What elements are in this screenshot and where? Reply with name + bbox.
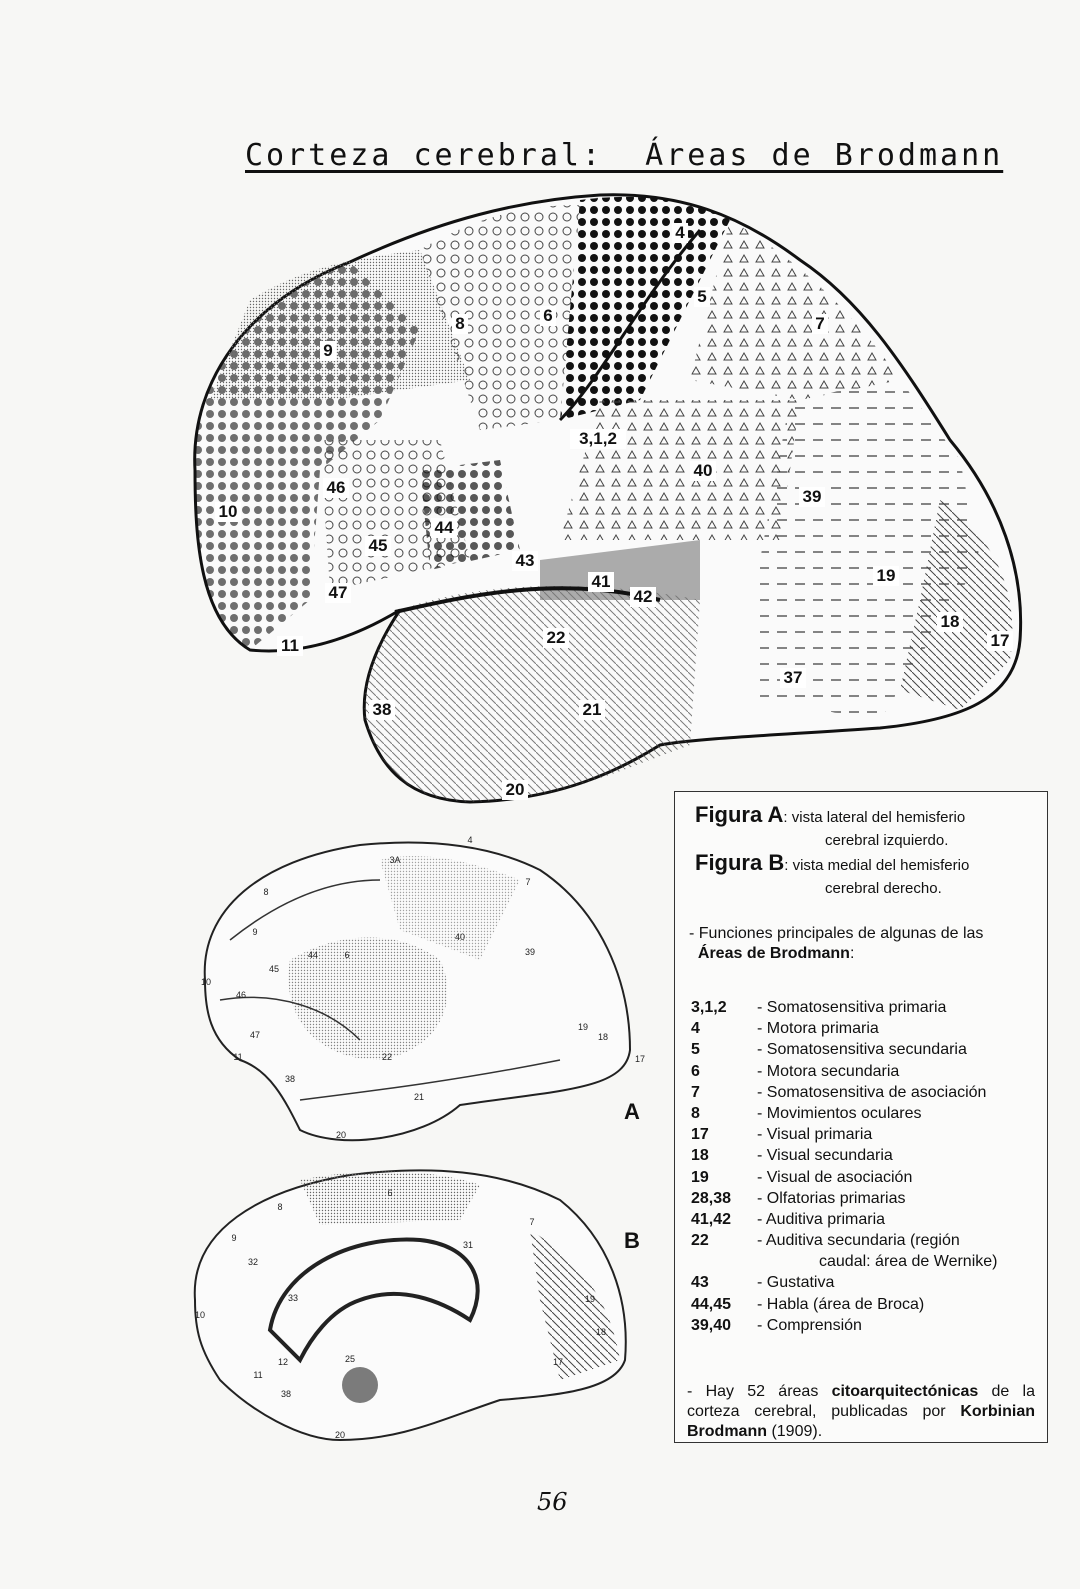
area-number: 17 [691, 1126, 709, 1144]
page-number: 56 [537, 1488, 568, 1516]
legend-box [674, 791, 1048, 1443]
area-row [691, 1230, 1041, 1251]
area-label: 40 [454, 932, 466, 942]
area-row [691, 997, 1041, 1018]
figura-a-caption: Figura A: vista lateral del hemisferio [695, 802, 966, 827]
figure-b-medial-brain [195, 1170, 626, 1440]
area-label: 39 [802, 487, 822, 506]
page-title: Corteza cerebral: Áreas de Brodmann [245, 138, 1004, 173]
area-function: - Auditiva primaria [757, 1210, 886, 1228]
area-22-cont: caudal: área de Wernike) [819, 1253, 998, 1271]
area-label: 38 [280, 1389, 292, 1399]
area-label: 47 [249, 1030, 261, 1040]
area-label: 9 [231, 1233, 237, 1243]
area-function: - Olfatorias primarias [757, 1189, 906, 1207]
area-number: 22 [691, 1232, 709, 1250]
area-label: 11 [233, 1052, 243, 1062]
area-label: 31 [462, 1240, 474, 1250]
figure-a-lateral-brain [195, 195, 1021, 802]
area-label: 37 [783, 668, 803, 687]
area-label: 3A [389, 855, 401, 865]
figure-letter-a: A [624, 1099, 640, 1124]
area-label: 33 [287, 1293, 299, 1303]
area-label: 40 [693, 461, 713, 480]
area-label: 8 [277, 1202, 283, 1212]
figure-letter-b: B [624, 1228, 640, 1253]
area-label: 9 [323, 341, 333, 360]
area-label: 22 [546, 628, 566, 647]
area-function: - Motora secundaria [757, 1062, 900, 1080]
area-row [691, 1061, 1041, 1082]
area-label: 5 [697, 287, 707, 306]
area-label: 25 [344, 1354, 356, 1364]
area-label: 4 [467, 835, 473, 845]
area-number: 4 [691, 1020, 700, 1038]
area-label: 43 [515, 551, 535, 570]
area-label: 44 [434, 518, 454, 537]
area-label: 8 [263, 887, 269, 897]
area-label: 10 [194, 1310, 206, 1320]
area-function: - Somatosensitiva de asociación [757, 1083, 987, 1101]
area-label: 6 [344, 950, 350, 960]
area-label: 11 [253, 1370, 263, 1380]
area-label: 6 [387, 1188, 393, 1198]
area-function: - Visual primaria [757, 1126, 873, 1144]
area-row [691, 1145, 1041, 1166]
area-label: 17 [990, 631, 1010, 650]
area-label: 38 [372, 700, 392, 719]
area-label: 41 [591, 572, 611, 591]
area-label: 20 [334, 1430, 346, 1440]
area-function: - Auditiva secundaria (región [757, 1232, 960, 1250]
area-number: 6 [691, 1062, 700, 1080]
area-function: - Somatosensitiva secundaria [757, 1041, 967, 1059]
area-number: 7 [691, 1083, 700, 1101]
area-number: 43 [691, 1274, 709, 1292]
area-label: 19 [584, 1294, 596, 1304]
area-label: 10 [200, 977, 212, 987]
area-label: 17 [552, 1357, 564, 1367]
area-row [691, 1039, 1041, 1060]
area-row [691, 1294, 1041, 1315]
area-function: - Visual de asociación [757, 1168, 913, 1186]
area-label: 20 [335, 1130, 347, 1140]
area-label: 17 [634, 1054, 646, 1064]
area-function: - Visual secundaria [757, 1147, 893, 1165]
area-label: 42 [633, 587, 653, 606]
area-function: - Habla (área de Broca) [757, 1295, 925, 1313]
area-row [691, 1124, 1041, 1145]
area-label: 39 [524, 947, 536, 957]
area-function: - Gustativa [757, 1274, 835, 1292]
figura-b-caption-cont: cerebral derecho. [825, 880, 942, 897]
area-label: 32 [247, 1257, 259, 1267]
area-function: - Movimientos oculares [757, 1104, 922, 1122]
area-number: 18 [691, 1147, 709, 1165]
area-function: - Somatosensitiva primaria [757, 999, 947, 1016]
area-number: 41,42 [691, 1210, 732, 1228]
area-row [691, 1209, 1041, 1230]
area-label: 18 [595, 1327, 607, 1337]
figura-b-caption: Figura B: vista medial del hemisferio [695, 850, 970, 875]
area-row [691, 1103, 1041, 1124]
area-number: 39,40 [691, 1316, 732, 1334]
area-label: 4 [675, 223, 685, 242]
area-label: 45 [368, 536, 388, 555]
area-label: 47 [328, 583, 348, 602]
area-label: 7 [815, 314, 825, 333]
area-label: 3,1,2 [579, 429, 617, 448]
area-label: 19 [577, 1022, 589, 1032]
area-row [691, 1167, 1041, 1188]
area-label: 18 [940, 612, 960, 631]
area-row [691, 1188, 1041, 1209]
area-label: 11 [281, 636, 299, 655]
area-label: 8 [455, 314, 465, 333]
area-label: 22 [381, 1052, 393, 1062]
area-label: 38 [284, 1074, 296, 1084]
area-function: - Comprensión [757, 1316, 862, 1334]
area-number: 8 [691, 1104, 700, 1122]
area-function: - Motora primaria [757, 1020, 879, 1038]
area-label: 12 [277, 1357, 289, 1367]
area-row [691, 1018, 1041, 1039]
area-number: 28,38 [691, 1189, 732, 1207]
areas-list [691, 997, 1041, 1336]
functions-intro: - Funciones principales de algunas de las Áreas de Brodmann: [689, 925, 984, 962]
area-row [691, 1082, 1041, 1103]
area-number: 3,1,2 [691, 999, 727, 1016]
area-row [691, 1272, 1041, 1293]
area-label: 6 [543, 306, 553, 325]
area-label: 21 [413, 1092, 425, 1102]
area-label: 21 [582, 700, 602, 719]
area-label: 18 [597, 1032, 609, 1042]
footnote: - Hay 52 áreas citoarquitectónicas de la corteza cerebral, publicadas por Korbinian Brodmann (1909). [687, 1383, 1035, 1440]
area-label: 10 [218, 502, 238, 521]
area-label: 44 [307, 950, 319, 960]
area-row [691, 1315, 1041, 1336]
area-label: 45 [268, 964, 280, 974]
area-label: 46 [235, 990, 247, 1000]
area-label: 9 [252, 927, 258, 937]
area-number: 19 [691, 1168, 709, 1186]
area-number: 44,45 [691, 1295, 732, 1313]
area-number: 5 [691, 1041, 700, 1059]
area-label: 7 [529, 1217, 535, 1227]
area-label: 46 [326, 478, 346, 497]
area-label: 20 [505, 780, 525, 799]
area-label: 19 [876, 566, 896, 585]
figura-a-caption-cont: cerebral izquierdo. [825, 832, 949, 849]
area-label: 7 [525, 877, 531, 887]
